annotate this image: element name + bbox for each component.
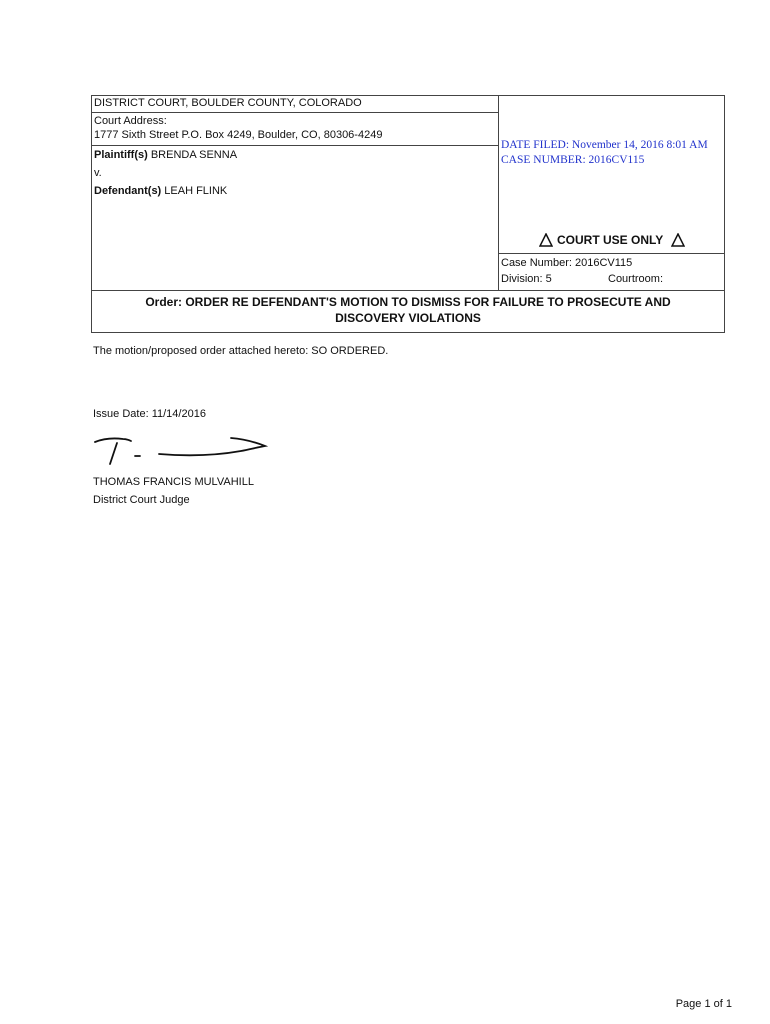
page-number: Page 1 of 1 bbox=[675, 998, 732, 1010]
case-number-value: 2016CV115 bbox=[574, 257, 633, 269]
order-title-line-1: Order: ORDER RE DEFENDANT'S MOTION TO DISMISS FOR FAILURE TO PROSECUTE AND bbox=[145, 295, 671, 309]
plaintiff-line bbox=[94, 149, 237, 161]
triangle-icon bbox=[671, 233, 685, 247]
plaintiff-name: BRENDA SENNA bbox=[150, 149, 238, 161]
triangle-icon bbox=[539, 233, 553, 247]
judge-title: District Court Judge bbox=[93, 494, 190, 506]
date-filed-stamp: DATE FILED: November 14, 2016 8:01 AM bbox=[501, 139, 708, 151]
caption-box bbox=[91, 95, 725, 333]
issue-date-value: 11/14/2016 bbox=[151, 408, 206, 420]
issue-date-label: Issue Date: bbox=[93, 408, 149, 420]
caption-left-column bbox=[92, 96, 499, 290]
plaintiff-label: Plaintiff(s) bbox=[94, 149, 148, 161]
court-name: DISTRICT COURT, BOULDER COUNTY, COLORADO bbox=[94, 97, 362, 109]
order-body: The motion/proposed order attached hereto: SO ORDERED. bbox=[93, 345, 389, 357]
divider bbox=[92, 112, 498, 113]
divider bbox=[92, 145, 498, 146]
defendant-line bbox=[94, 185, 227, 197]
judge-name: THOMAS FRANCIS MULVAHILL bbox=[93, 476, 254, 488]
courtroom-label: Courtroom: bbox=[608, 273, 664, 285]
court-use-only-label: COURT USE ONLY bbox=[557, 233, 664, 247]
division-value: 5 bbox=[545, 273, 552, 285]
case-number-field bbox=[501, 257, 632, 269]
division-field bbox=[501, 273, 552, 285]
issue-date bbox=[93, 408, 206, 420]
division-label: Division: bbox=[501, 273, 543, 285]
order-title-line-2: DISCOVERY VIOLATIONS bbox=[335, 311, 481, 325]
court-address-label: Court Address: bbox=[94, 115, 167, 127]
court-use-only-heading bbox=[539, 233, 685, 247]
case-number-label: Case Number: bbox=[501, 257, 572, 269]
case-number-stamp: CASE NUMBER: 2016CV115 bbox=[501, 154, 645, 166]
judge-signature bbox=[93, 434, 268, 470]
divider bbox=[92, 290, 724, 291]
defendant-name: LEAH FLINK bbox=[164, 185, 228, 197]
court-address: 1777 Sixth Street P.O. Box 4249, Boulder, CO, 80306-4249 bbox=[94, 129, 383, 141]
defendant-label: Defendant(s) bbox=[94, 185, 162, 197]
divider bbox=[499, 253, 724, 254]
order-title bbox=[92, 294, 724, 326]
versus-text: v. bbox=[94, 167, 102, 179]
